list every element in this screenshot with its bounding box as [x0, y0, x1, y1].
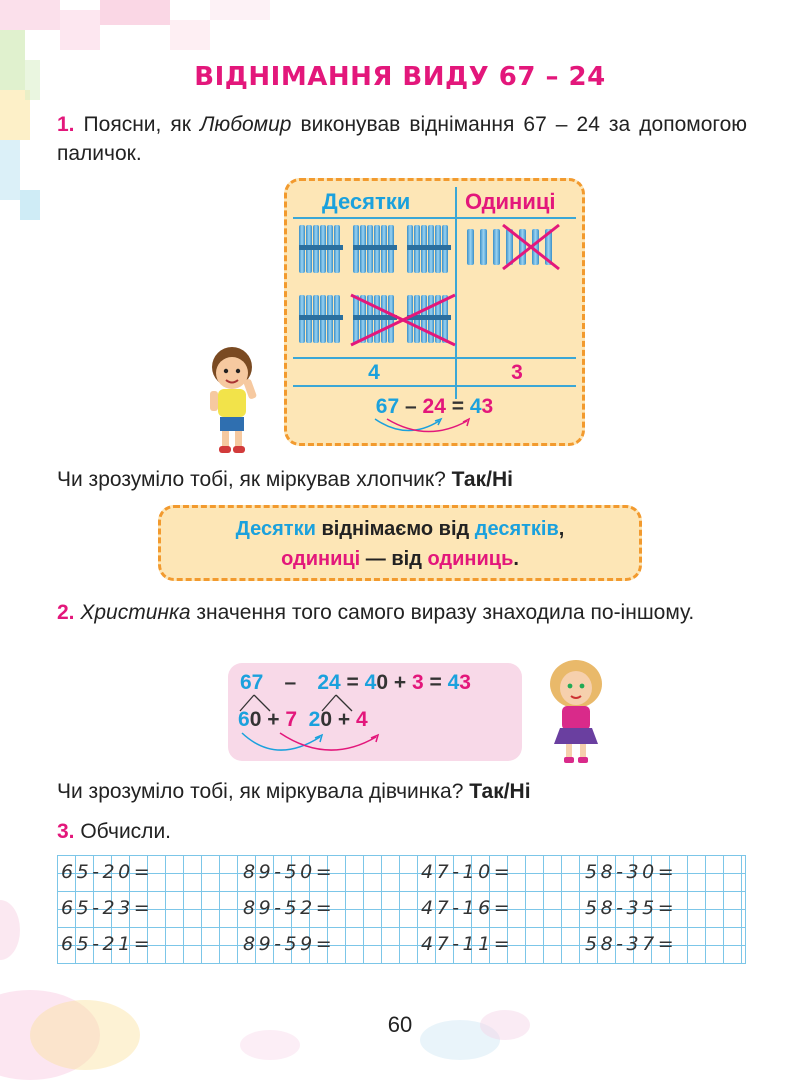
exercise-item[interactable]: 89-50=: [243, 861, 336, 883]
exercise-item[interactable]: 58-35=: [585, 897, 678, 919]
task-2-text: 2. Христинка значення того самого виразу знаходила по-іншому.: [57, 601, 695, 624]
exercise-item[interactable]: 89-59=: [243, 933, 336, 955]
result-line: [293, 385, 576, 387]
header-tens: Десятки: [322, 189, 411, 214]
boy-illustration: [200, 345, 266, 457]
expansion-box: [228, 663, 522, 761]
question-1: Чи зрозуміло тобі, як міркував хлопчик? Так/Ні: [57, 468, 513, 491]
page-number: 60: [387, 1012, 413, 1037]
tens-result: 4: [368, 361, 380, 384]
cross-out-mark: [347, 289, 459, 351]
page-title: ВІДНІМАННЯ ВИДУ 67 – 24: [194, 62, 606, 92]
exercise-item[interactable]: 47-10=: [421, 861, 514, 883]
header-ones: Одиниці: [465, 189, 556, 214]
stick-bundle: [299, 295, 343, 343]
exercise-item[interactable]: 58-37=: [585, 933, 678, 955]
stick-bundle: [407, 225, 451, 273]
exercise-item[interactable]: 47-16=: [421, 897, 514, 919]
subtraction-arrows: [367, 417, 487, 439]
equation-2-split: 60 + 7 20 + 4: [238, 708, 368, 731]
ones-result: 3: [511, 361, 523, 384]
task-3-text: 3. Обчисли.: [57, 820, 172, 843]
exercise-item[interactable]: 47-11=: [421, 933, 514, 955]
header-line: [293, 217, 576, 219]
task-number: 1.: [57, 113, 75, 136]
answer-option[interactable]: Так/Ні: [451, 468, 513, 491]
single-sticks: [467, 225, 577, 269]
exercise-item[interactable]: 65-23=: [61, 897, 154, 919]
stick-bundle: [353, 225, 397, 273]
exercise-grid: [57, 855, 746, 964]
subtraction-arrows: [236, 731, 396, 759]
girl-illustration: [540, 658, 612, 766]
equation-2: 67 – 24 = 40 + 3 = 43: [240, 671, 471, 694]
exercise-item[interactable]: 65-20=: [61, 861, 154, 883]
row-line: [293, 357, 576, 359]
task-1-text: 1. Поясни, як Любомир виконував віднімання 67 – 24 за допомогою паличок.: [57, 113, 747, 165]
cross-out-mark: [501, 223, 561, 271]
equation-1: 67 – 24 = 43: [375, 395, 494, 418]
rule-box: Десятки віднімаємо від десятків, одиниці — від одиниць.: [158, 505, 642, 581]
exercise-item[interactable]: 65-21=: [61, 933, 154, 955]
tens-ones-table: [284, 178, 585, 446]
exercise-item[interactable]: 89-52=: [243, 897, 336, 919]
answer-option[interactable]: Так/Ні: [469, 780, 531, 803]
question-2: Чи зрозуміло тобі, як міркувала дівчинка? Так/Ні: [57, 780, 531, 803]
stick-bundle: [299, 225, 343, 273]
exercise-item[interactable]: 58-30=: [585, 861, 678, 883]
